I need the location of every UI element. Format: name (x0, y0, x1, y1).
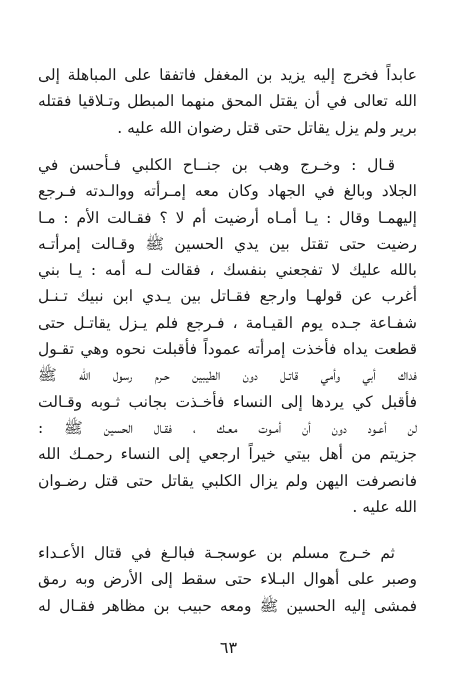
text-line: لن أعـود دون أن أمـوت معـك ، فقـال الحسين ﷺ : (38, 418, 417, 437)
text-line: إليهمـا وقال : يـا أمـاه أرضيت أم لا ؟ فقـالت الأم : مـا (38, 208, 417, 227)
text-line: بالله عليك لا تفجعني بنفسك ، فقالت لـه أمه : يـا بني (38, 261, 417, 280)
text-line: فمشى إليه الحسين ﷺ ومعه حبيب بن مظاهر فقـال له (38, 596, 417, 615)
text-line: برير ولم يزل يقاتل حتى قتل رضوان الله عليه . (117, 118, 417, 137)
text-line: فأقبل كي يردها إلى النساء فأخـذت بجانب ثـوبه وقـالت (38, 392, 417, 411)
text-line: فداك أبي وأمي قاتـل دون الطيبين حـرم رسول الله ﷺ (38, 366, 417, 385)
paragraph-3 (38, 540, 417, 619)
paragraph-1 (38, 62, 417, 141)
text-line: ثم خـرج مسلم بن عوسجـة فبالـغ في قتال الأعـداء (38, 544, 395, 562)
text-line: وصبر على أهوال البـلاء حتى سقط إلى الأرض وبه رمق (38, 570, 417, 589)
text-line: أغرب عن قولهـا وارجع فقـاتل بين يـدي ابن نبيك تـنـل (38, 287, 417, 306)
text-line: عابداً فخرج إليه يزيد بن المغفل فاتفقا على المباهلة إلى (38, 66, 417, 84)
text-line: الله عليه . (352, 497, 417, 516)
text-line: فانصرفت اليهن ولم يزال الكلبي يقاتل حتى قتل رضـوان (38, 471, 417, 490)
text-line: شفـاعة جـده يوم القيـامة ، فـرجع فلم يـزل يقاتـل حتى (38, 313, 417, 332)
text-line: رضيت حتى تقتل بين يدي الحسين ﷺ وقـالت إمرأتـه (38, 234, 417, 253)
text-line: الجلاد وبالغ في الجهاد وكان معه إمـرأته ووالـدته فـرجع (38, 182, 417, 201)
text-line: قطعت يداه فأخذت إمرأته عموداً فأقبلت نحوه وهي تقـول (38, 340, 417, 359)
text-line: قـال : وخـرج وهب بن جنــاح الكلبي فـأحسن في (38, 156, 395, 174)
text-line: جزيتم من أهل بيتي خيراً ارجعي إلى النساء رحمـك الله (38, 445, 417, 464)
paragraph-2 (38, 152, 417, 520)
text-line: الله تعالى في أن يقتل المحق منهما المبطل وتـلاقيا فقتله (38, 92, 417, 111)
page-number: ٦٣ (219, 638, 238, 657)
